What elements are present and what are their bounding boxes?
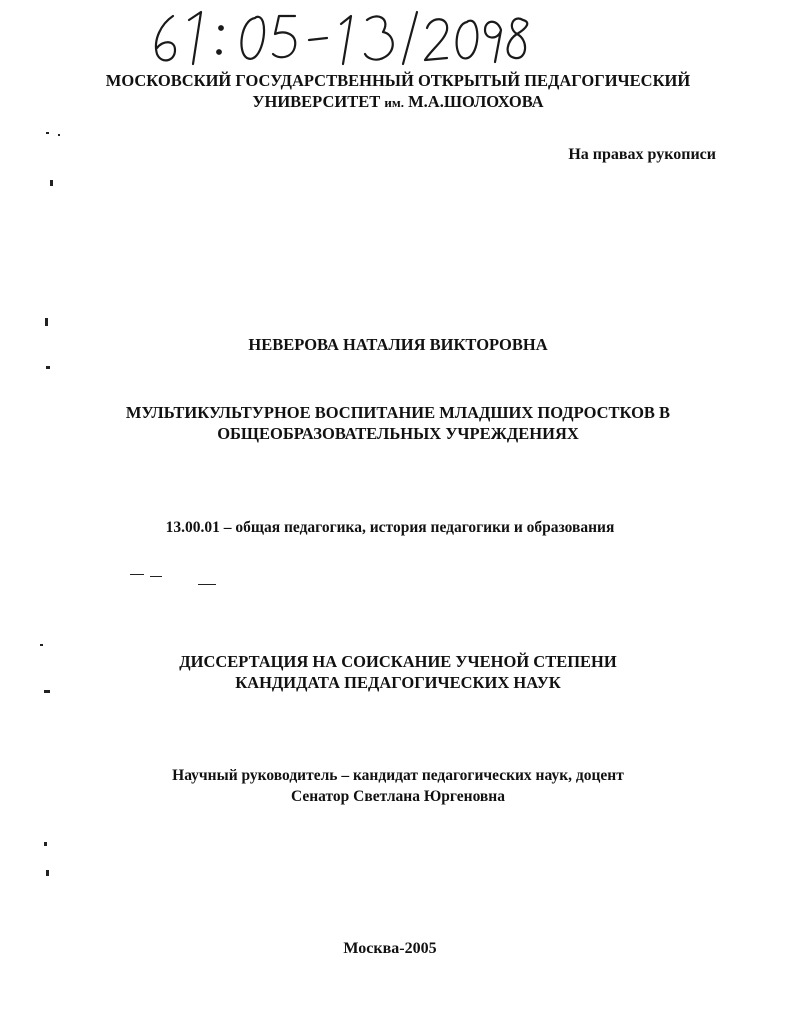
university-line-2-im: им. bbox=[384, 95, 404, 110]
scan-speck bbox=[45, 318, 48, 326]
degree-statement bbox=[0, 651, 796, 693]
scan-speck bbox=[46, 132, 49, 134]
scan-speck bbox=[40, 644, 43, 646]
supervisor-line-1: Научный руководитель – кандидат педагогических наук, доцент bbox=[172, 767, 624, 784]
scan-speck bbox=[44, 690, 50, 693]
scan-dash bbox=[150, 576, 162, 577]
scan-dash bbox=[198, 584, 216, 585]
university-line-2-prefix: УНИВЕРСИТЕТ bbox=[252, 92, 381, 111]
city-year: Москва-2005 bbox=[343, 940, 437, 957]
scan-dash bbox=[130, 574, 144, 575]
title-line-2: ОБЩЕОБРАЗОВАТЕЛЬНЫХ УЧРЕЖДЕНИЯХ bbox=[217, 424, 579, 443]
handwritten-archive-code bbox=[145, 6, 535, 66]
scan-speck bbox=[46, 870, 49, 876]
supervisor-info bbox=[0, 765, 796, 807]
scan-speck bbox=[46, 366, 50, 369]
scan-speck bbox=[50, 180, 53, 186]
university-line-1: МОСКОВСКИЙ ГОСУДАРСТВЕННЫЙ ОТКРЫТЫЙ ПЕДАГОГИЧЕСКИЙ bbox=[105, 71, 691, 90]
specialty-code: 13.00.01 – общая педагогика, история педагогики и образования bbox=[165, 519, 615, 536]
manuscript-note: На правах рукописи bbox=[568, 146, 716, 163]
supervisor-line-2: Сенатор Светлана Юргеновна bbox=[290, 788, 505, 805]
university-name bbox=[0, 70, 796, 113]
title-line-1: МУЛЬТИКУЛЬТУРНОЕ ВОСПИТАНИЕ МЛАДШИХ ПОДРОСТКОВ В bbox=[125, 403, 671, 422]
university-line-2 bbox=[0, 91, 796, 113]
degree-line-1: ДИССЕРТАЦИЯ НА СОИСКАНИЕ УЧЕНОЙ СТЕПЕНИ bbox=[179, 652, 617, 671]
scan-speck bbox=[44, 842, 47, 846]
author-name: НЕВЕРОВА НАТАЛИЯ ВИКТОРОВНА bbox=[248, 335, 548, 354]
university-line-2-suffix: М.А.ШОЛОХОВА bbox=[408, 92, 544, 111]
dissertation-title bbox=[0, 402, 796, 444]
degree-line-2: КАНДИДАТА ПЕДАГОГИЧЕСКИХ НАУК bbox=[235, 673, 561, 692]
scan-speck bbox=[58, 134, 60, 136]
